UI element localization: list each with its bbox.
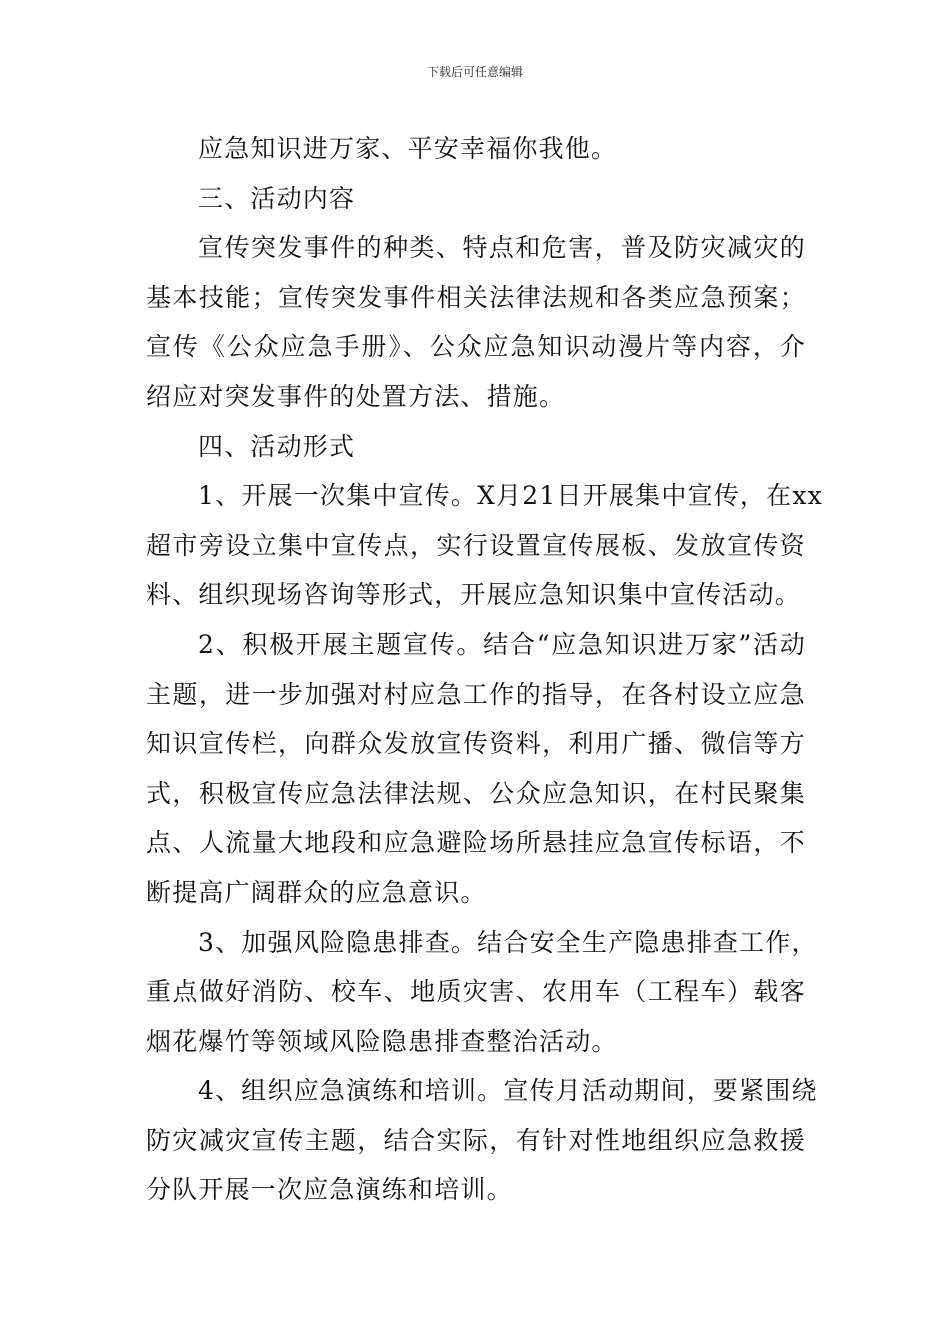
text-line: 点、人流量大地段和应急避险场所悬挂应急宣传标语，不	[146, 828, 806, 858]
text-line: 宣传《公众应急手册》、公众应急知识动漫片等内容，介	[146, 332, 806, 362]
text-line: 知识宣传栏，向群众发放宣传资料，利用广播、微信等方	[146, 729, 806, 759]
text-line: 超市旁设立集中宣传点，实行设置宣传展板、发放宣传资	[146, 530, 806, 560]
text-line: 主题，进一步加强对村应急工作的指导，在各村设立应急	[146, 679, 806, 709]
text-line: 1、开展一次集中宣传。X月21日开展集中宣传，在xx	[198, 481, 823, 511]
text-line: 防灾减灾宣传主题，结合实际，有针对性地组织应急救援	[146, 1125, 806, 1155]
text-line: 3、加强风险隐患排查。结合安全生产隐患排查工作，	[198, 927, 818, 957]
section-heading: 三、活动内容	[198, 183, 356, 213]
text-line: 分队开展一次应急演练和培训。	[146, 1175, 513, 1205]
text-line: 断提高广阔群众的应急意识。	[146, 877, 487, 907]
text-line: 重点做好消防、校车、地质灾害、农用车（工程车）载客	[146, 977, 806, 1007]
text-line: 料、组织现场咨询等形式，开展应急知识集中宣传活动。	[146, 580, 802, 610]
section-heading: 四、活动形式	[198, 431, 356, 461]
page-header-note: 下载后可任意编辑	[426, 65, 523, 79]
text-line: 绍应对突发事件的处置方法、措施。	[146, 381, 566, 411]
text-line: 2、积极开展主题宣传。结合“应急知识进万家”活动	[198, 629, 806, 659]
text-line: 宣传突发事件的种类、特点和危害，普及防灾减灾的	[198, 233, 806, 263]
text-line: 基本技能；宣传突发事件相关法律法规和各类应急预案；	[146, 282, 806, 312]
text-line: 式，积极宣传应急法律法规、公众应急知识，在村民聚集	[146, 778, 806, 808]
document-body	[146, 124, 823, 1215]
text-line: 4、组织应急演练和培训。宣传月活动期间，要紧围绕	[198, 1076, 818, 1106]
text-line: 应急知识进万家、平安幸福你我他。	[198, 134, 618, 163]
text-line: 烟花爆竹等领域风险隐患排查整治活动。	[146, 1026, 618, 1056]
